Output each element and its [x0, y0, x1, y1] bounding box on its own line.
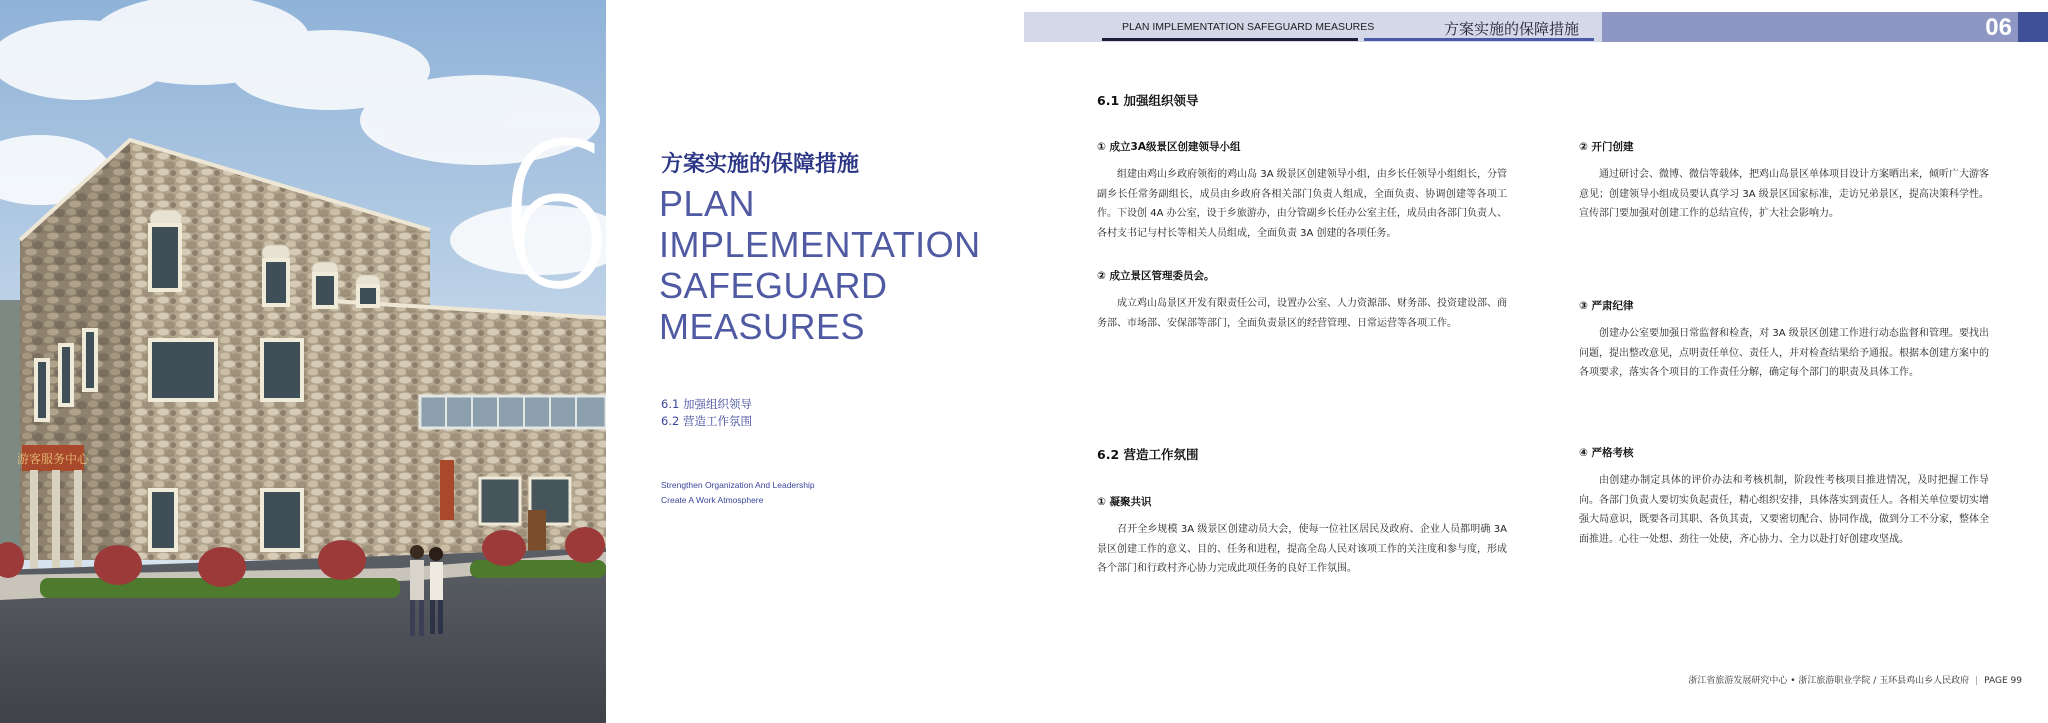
toc-item: 6.1 加强组织领导 — [661, 397, 752, 411]
chapter-title-en-line: MEASURES — [659, 306, 866, 347]
toc-en-item: Create A Work Atmosphere — [661, 495, 764, 505]
paragraph: 由创建办制定具体的评价办法和考核机制，阶段性考核项目推进情况，及时把握工作导向。各部门负责人要切实负起责任，精心组织安排，具体落实到责任人。各相关单位要切实增强大局意识，既要各司其职、各负其责，又要密切配合、协同作战，做到分工不分家，整体全面推进。心往一处想、劲往一处使，齐心协力、全力以赴打好创建攻坚战。 — [1579, 475, 1989, 545]
page-header — [1024, 12, 2048, 42]
page-number: PAGE 99 — [1984, 676, 2022, 686]
subsection-heading: ② 成立景区管理委员会。 — [1097, 270, 1215, 282]
subsection-heading: ④ 严格考核 — [1579, 447, 1634, 459]
subsection-heading: ② 开门创建 — [1579, 141, 1634, 153]
subsection-heading: ① 成立3A级景区创建领导小组 — [1097, 141, 1241, 153]
chapter-title-cn: 方案实施的保障措施 — [661, 152, 860, 177]
chapter-title-en — [659, 183, 981, 347]
footer-org: 浙江省旅游发展研究中心 • 浙江旅游职业学院 / 玉环县鸡山乡人民政府 — [1688, 676, 1970, 686]
paragraph: 通过研讨会、微博、微信等载体，把鸡山岛景区单体项目设计方案晒出来，倾听广大游客意见；创建领导小组成员要认真学习 3A 级景区国家标准，走访兄弟景区，提高决策科学性。宣传部门要加强对创建工作的总结宣传，扩大社会影响力。 — [1579, 169, 1989, 219]
chapter-toc-en — [661, 478, 815, 508]
chapter-title-en-line: SAFEGUARD — [659, 265, 888, 306]
header-title-en: PLAN IMPLEMENTATION SAFEGUARD MEASURES — [1122, 21, 1375, 33]
header-chapter-number: 06 — [1985, 14, 2012, 41]
paragraph: 召开全乡规模 3A 级景区创建动员大会，使每一位社区居民及政府、企业人员都明确 3A 景区创建工作的意义、目的、任务和进程，提高全岛人民对该项工作的关注度和参与度，形成各个部门和行政村齐心协力完成此项任务的良好工作氛围。 — [1097, 524, 1507, 574]
chapter-toc — [661, 396, 752, 430]
paragraph: 成立鸡山岛景区开发有限责任公司，设置办公室、人力资源部、财务部、投资建设部、商务部、市场部、安保部等部门，全面负责景区的经营管理、日常运营等各项工作。 — [1097, 298, 1507, 329]
subsection-heading: ③ 严肃纪律 — [1579, 300, 1634, 312]
toc-item: 6.2 营造工作氛围 — [661, 414, 752, 428]
chapter-title-en-line: PLAN — [659, 183, 756, 224]
chapter-number: 6 — [492, 101, 616, 334]
header-underline-dark — [1102, 38, 1358, 41]
header-underline-blue — [1364, 38, 1594, 41]
header-title-cn: 方案实施的保障措施 — [1444, 20, 1580, 38]
section-title-6-2: 6.2 营造工作氛围 — [1097, 447, 1199, 462]
building-sign: 游客服务中心 — [16, 452, 90, 466]
header-band-dark — [2018, 12, 2048, 42]
paragraph: 创建办公室要加强日常监督和检查，对 3A 级景区创建工作进行动态监督和管理。要找出问题，提出整改意见，点明责任单位、责任人，并对检查结果给予通报。根据本创建方案中的各项要求，落实各个项目的工作责任分解，确定每个部门的职责及具体工作。 — [1579, 328, 1989, 378]
paragraph: 组建由鸡山乡政府领衔的鸡山岛 3A 级景区创建领导小组，由乡长任领导小组组长，分管副乡长任常务副组长，成员由乡政府各相关部门负责人组成，全面负责、协调创建等各项工作。下设创 4A 办公室，设于乡旅游办，由分管副乡长任办公室主任，成员由各部门负责人、各村支书记与村长等相关人员组成，全面负责 3A 创建的各项任务。 — [1097, 169, 1507, 239]
footer-separator: | — [1975, 676, 1979, 686]
subsection-heading: ① 凝聚共识 — [1097, 496, 1152, 508]
toc-en-item: Strengthen Organization And Leadership — [661, 480, 815, 490]
page-footer — [1688, 673, 2022, 686]
section-title-6-1: 6.1 加强组织领导 — [1097, 93, 1199, 108]
chapter-title-en-line: IMPLEMENTATION — [659, 224, 981, 265]
